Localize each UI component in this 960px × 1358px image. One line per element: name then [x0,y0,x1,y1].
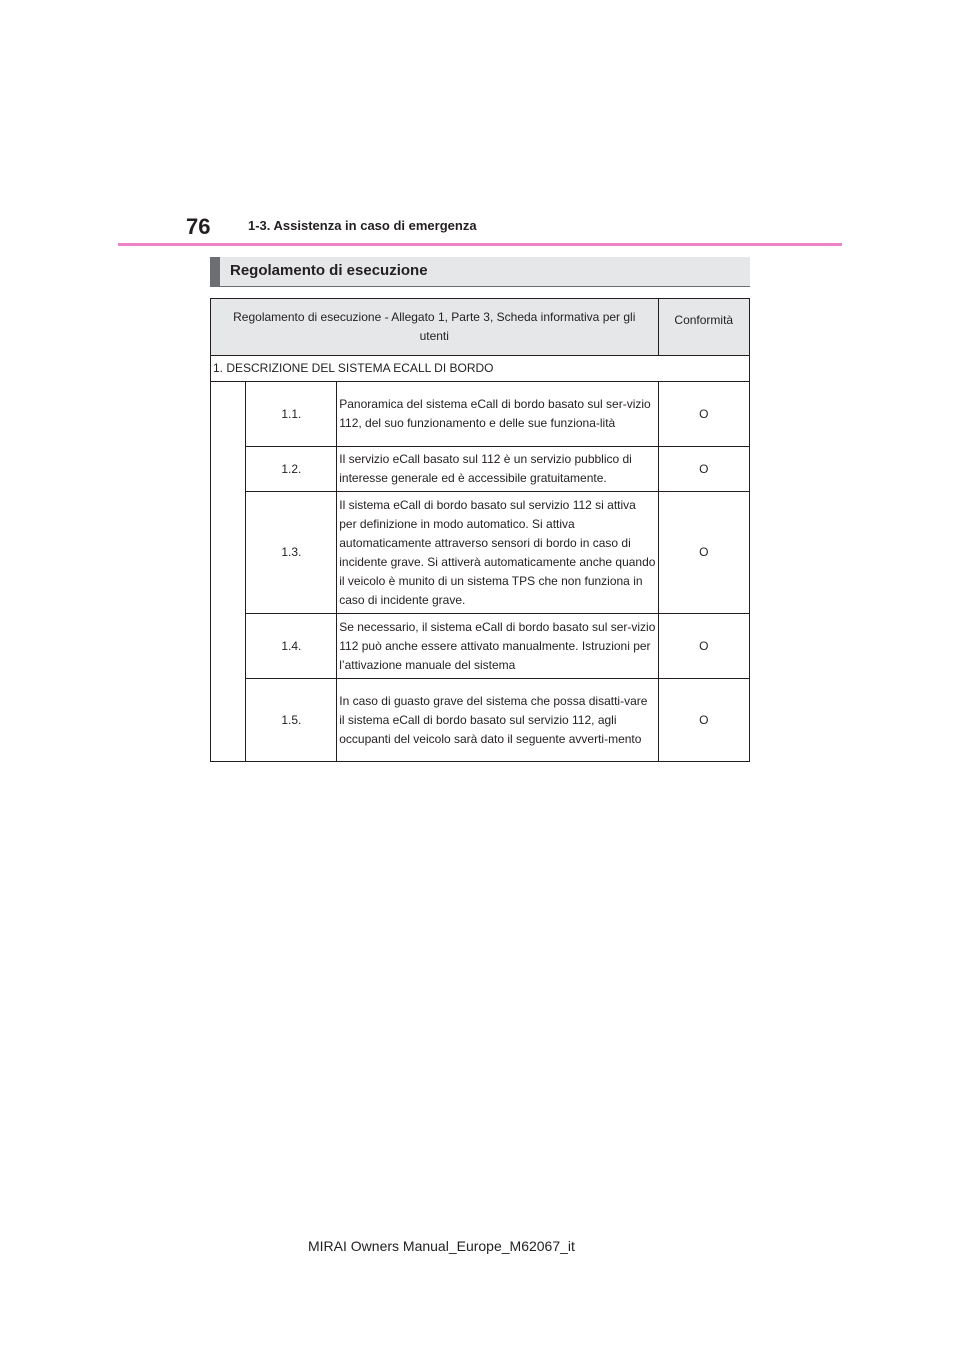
footer-document-id: MIRAI Owners Manual_Europe_M62067_it [308,1238,575,1254]
table-row [211,382,750,447]
page-number: 76 [186,214,211,239]
table-header-row [211,299,750,356]
section-heading-text: Regolamento di esecuzione [230,262,428,279]
table-row [211,447,750,492]
table-group-title: 1. DESCRIZIONE DEL SISTEMA ECALL DI BORDO [211,356,750,382]
row-conformity: O [658,492,749,614]
table-row [211,492,750,614]
table-header-main: Regolamento di esecuzione - Allegato 1, Parte 3, Scheda informativa per gli utenti [211,299,659,356]
chapter-title: 1-3. Assistenza in caso di emergenza [248,218,477,233]
table-header-conformity: Conformità [658,299,749,356]
row-number: 1.4. [246,614,337,679]
row-conformity: O [658,679,749,762]
row-number: 1.1. [246,382,337,447]
row-conformity: O [658,614,749,679]
row-text: Panoramica del sistema eCall di bordo basato sul ser-vizio 112, del suo funzionamento e delle sue funziona-lità [337,382,658,447]
row-conformity: O [658,382,749,447]
row-conformity: O [658,447,749,492]
row-number: 1.5. [246,679,337,762]
header-divider [118,243,842,246]
table-group-row [211,356,750,382]
table-indent-cell [211,382,246,762]
row-text: Il sistema eCall di bordo basato sul servizio 112 si attiva per definizione in modo automatico. Si attiva automaticamente attraverso sensori di bordo in caso di incidente grave. Si attiverà automaticamente anche quando il veicolo è munito di un sistema TPS che non funziona in caso di incidente grave. [337,492,658,614]
table-row [211,679,750,762]
row-number: 1.3. [246,492,337,614]
row-text: Il servizio eCall basato sul 112 è un servizio pubblico di interesse generale ed è accessibile gratuitamente. [337,447,658,492]
section-heading [210,257,750,287]
row-text: Se necessario, il sistema eCall di bordo basato sul ser-vizio 112 può anche essere attivato manualmente. Istruzioni per l’attivazione manuale del sistema [337,614,658,679]
row-number: 1.2. [246,447,337,492]
table-row [211,614,750,679]
row-text: In caso di guasto grave del sistema che possa disatti-vare il sistema eCall di bordo basato sul servizio 112, agli occupanti del veicolo sarà dato il seguente avverti-mento [337,679,658,762]
regulation-table [210,298,750,762]
